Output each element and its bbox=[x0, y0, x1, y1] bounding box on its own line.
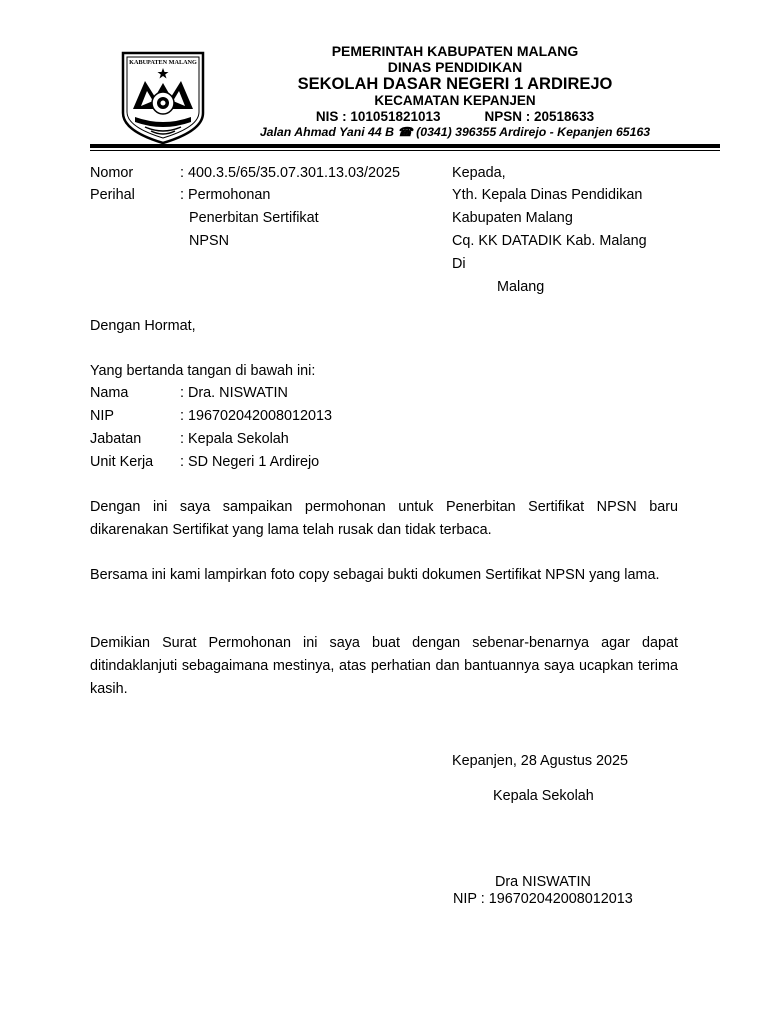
letterhead-government: PEMERINTAH KABUPATEN MALANG bbox=[331, 43, 579, 59]
body-paragraph-3: Demikian Surat Permohonan ini saya buat dengan sebenar-benarnya agar dapat ditindaklanjuti sebagaimana mestinya, atas perhatian dan bantuannya saya ucapkan terima kasih. bbox=[90, 635, 678, 697]
svg-text:KABUPATEN MALANG: KABUPATEN MALANG bbox=[129, 59, 197, 66]
identity-row bbox=[90, 382, 288, 405]
identity-label: Unit Kerja bbox=[90, 454, 154, 470]
letterhead-nis: NIS : 101051821013 bbox=[315, 109, 441, 124]
intro-line: Yang bertanda tangan di bawah ini: bbox=[90, 363, 316, 379]
identity-value: : SD Negeri 1 Ardirejo bbox=[180, 454, 320, 470]
letterhead-office: DINAS PENDIDIKAN bbox=[387, 59, 523, 75]
letterhead-ids bbox=[200, 110, 710, 126]
identity-label: Jabatan bbox=[90, 431, 142, 447]
letterhead-thick-rule bbox=[90, 144, 720, 148]
recipient-region: Kabupaten Malang bbox=[452, 210, 573, 226]
identity-row bbox=[90, 451, 319, 474]
kabupaten-malang-emblem-icon bbox=[121, 51, 205, 145]
signatory-nip: NIP : 196702042008012013 bbox=[453, 891, 633, 907]
identity-label: Nama bbox=[90, 385, 129, 401]
perihal-label: Perihal bbox=[90, 187, 135, 203]
body-paragraph-1: Dengan ini saya sampaikan permohonan untuk Penerbitan Sertifikat NPSN baru dikarenakan Sertifikat yang lama telah rusak dan tidak terbaca. bbox=[90, 499, 678, 538]
recipient-cq: Cq. KK DATADIK Kab. Malang bbox=[452, 233, 647, 249]
signatory-position: Kepala Sekolah bbox=[493, 788, 594, 804]
identity-value: : 196702042008012013 bbox=[180, 408, 333, 424]
identity-label: NIP bbox=[90, 408, 114, 424]
letterhead bbox=[200, 44, 710, 142]
signatory-name: Dra NISWATIN bbox=[495, 874, 591, 890]
recipient-di: Di bbox=[452, 256, 466, 272]
body-paragraph-2: Bersama ini kami lampirkan foto copy sebagai bukti dokumen Sertifikat NPSN yang lama. bbox=[90, 567, 660, 583]
perihal-value-line2: Penerbitan Sertifikat bbox=[189, 210, 319, 226]
letterhead-thin-rule bbox=[90, 150, 720, 151]
perihal-value: : Permohonan bbox=[180, 187, 271, 203]
letterhead-address: Jalan Ahmad Yani 44 B ☎ (0341) 396355 Ardirejo - Kepanjen 65163 bbox=[259, 125, 651, 139]
identity-row bbox=[90, 405, 332, 428]
letterhead-district: KECAMATAN KEPANJEN bbox=[374, 93, 536, 108]
recipient-kepada: Kepada, bbox=[452, 165, 506, 181]
identity-value: : Kepala Sekolah bbox=[180, 431, 289, 447]
recipient-city: Malang bbox=[497, 279, 545, 295]
nomor-label: Nomor bbox=[90, 165, 134, 181]
perihal-value-line3: NPSN bbox=[189, 233, 229, 249]
place-date: Kepanjen, 28 Agustus 2025 bbox=[452, 753, 629, 769]
recipient-title: Yth. Kepala Dinas Pendidikan bbox=[452, 187, 643, 203]
letterhead-npsn: NPSN : 20518633 bbox=[484, 109, 595, 124]
nomor-value: : 400.3.5/65/35.07.301.13.03/2025 bbox=[180, 165, 401, 181]
identity-value: : Dra. NISWATIN bbox=[180, 385, 288, 401]
greeting: Dengan Hormat, bbox=[90, 318, 196, 334]
identity-row bbox=[90, 428, 289, 451]
letterhead-school-name: SEKOLAH DASAR NEGERI 1 ARDIREJO bbox=[297, 75, 613, 93]
